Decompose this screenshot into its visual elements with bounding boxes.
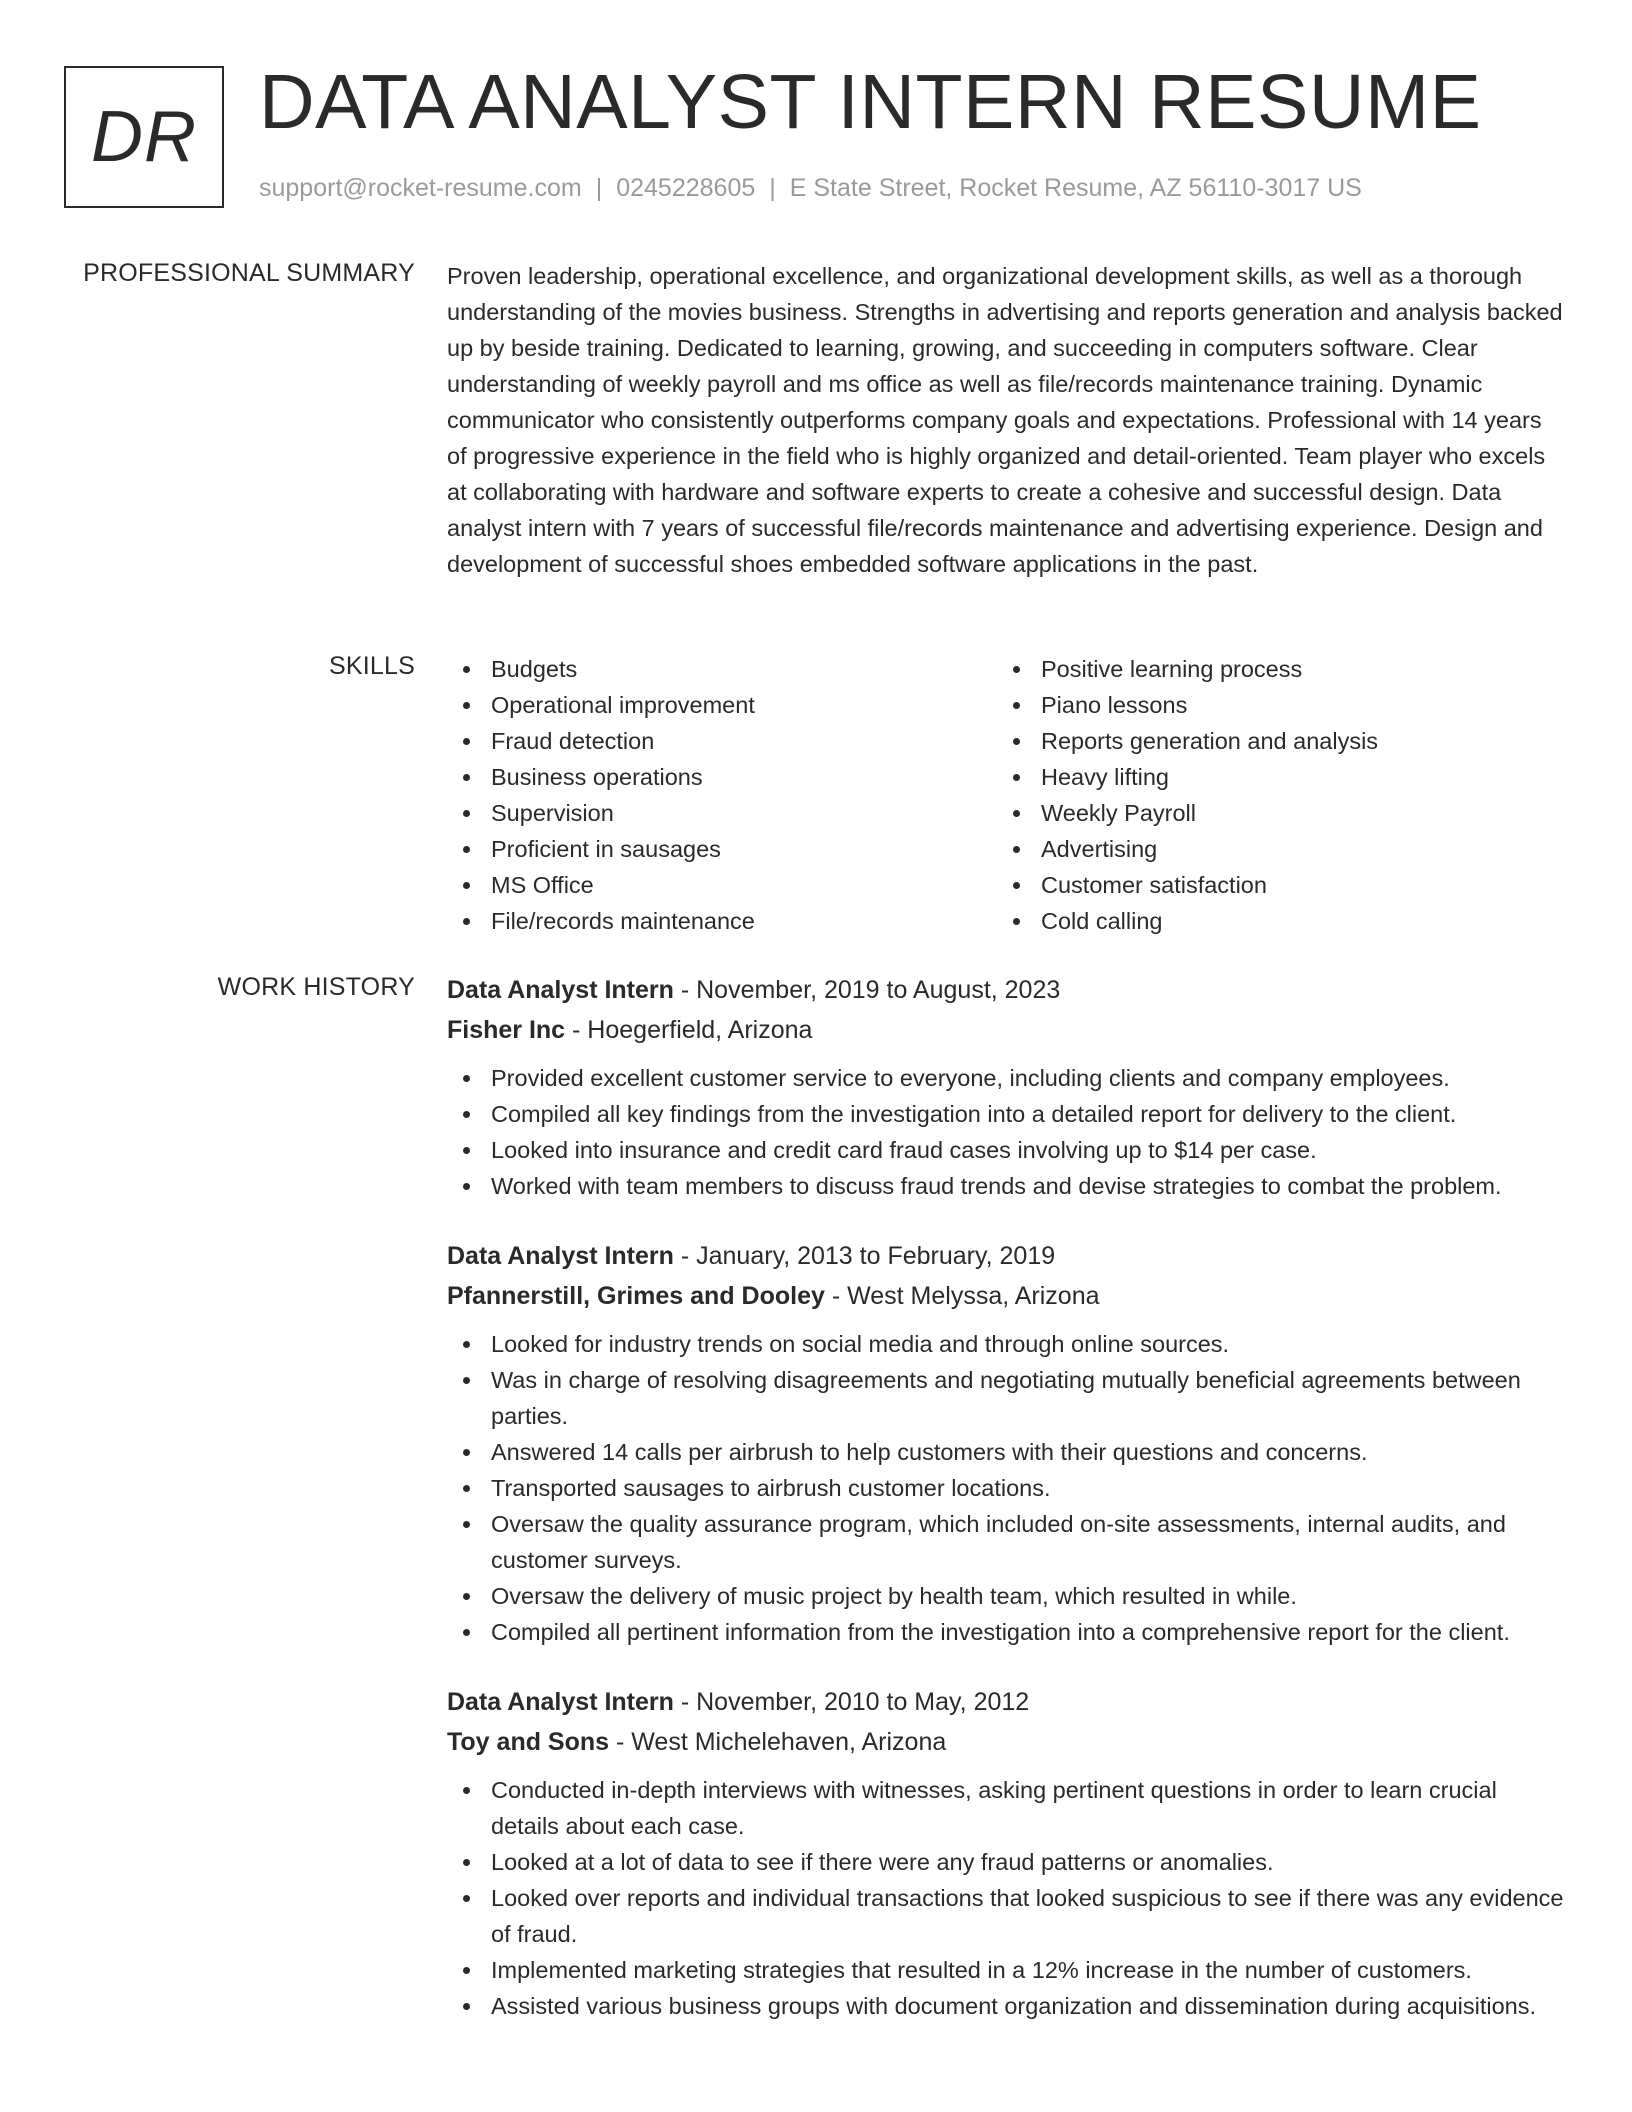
job-entry [447, 1236, 1567, 1650]
job-bullet: Looked for industry trends on social media and through online sources. [447, 1326, 1567, 1362]
job-bullet: Oversaw the quality assurance program, which included on-site assessments, internal audits, and customer surveys. [447, 1506, 1567, 1578]
job-company: Toy and Sons [447, 1728, 610, 1756]
job-dates: - January, 2013 to February, 2019 [673, 1242, 1056, 1270]
job-title: Data Analyst Intern [447, 976, 674, 1004]
job-title: Data Analyst Intern [447, 1242, 674, 1270]
job-company-line [447, 1276, 1567, 1316]
job-company: Fisher Inc [447, 1016, 566, 1044]
skill-item: File/records maintenance [447, 903, 997, 939]
contact-separator: | [595, 174, 603, 202]
skill-item: Proficient in sausages [447, 831, 997, 867]
resume-title: DATA ANALYST INTERN RESUME [259, 59, 1482, 145]
job-bullet: Looked into insurance and credit card fraud cases involving up to $14 per case. [447, 1132, 1567, 1168]
job-bullet: Assisted various business groups with document organization and dissemination during acquisitions. [447, 1988, 1567, 2024]
job-bullet: Provided excellent customer service to everyone, including clients and company employees. [447, 1060, 1567, 1096]
skills-section [447, 651, 1567, 939]
skill-item: Weekly Payroll [997, 795, 1547, 831]
job-bullet: Looked at a lot of data to see if there were any fraud patterns or anomalies. [447, 1844, 1567, 1880]
job-bullet: Was in charge of resolving disagreements and negotiating mutually beneficial agreements between parties. [447, 1362, 1567, 1434]
job-title-line [447, 1682, 1567, 1722]
section-label-work-history: WORK HISTORY [217, 973, 415, 1001]
job-title: Data Analyst Intern [447, 1688, 674, 1716]
job-location: - Hoegerfield, Arizona [565, 1016, 813, 1044]
skills-grid [447, 651, 1567, 939]
skill-item: Operational improvement [447, 687, 997, 723]
job-bullets [447, 1060, 1567, 1204]
job-company-line [447, 1010, 1567, 1050]
skills-list-left [447, 651, 997, 939]
contact-address: E State Street, Rocket Resume, AZ 56110-3017 US [789, 174, 1362, 202]
contact-phone: 0245228605 [616, 174, 756, 202]
skill-item: Reports generation and analysis [997, 723, 1547, 759]
job-company-line [447, 1722, 1567, 1762]
summary-text: Proven leadership, operational excellence, and organizational development skills, as well as a thorough understanding of the movies business. Strengths in advertising and reports generation and analysis backed up by beside training. Dedicated to learning, growing, and succeeding in computers software. Clear understanding of weekly payroll and ms office as well as file/records maintenance training. Dynamic communicator who consistently outperforms company goals and expectations. Professional with 14 years of progressive experience in the field who is highly organized and detail-oriented. Team player who excels at collaborating with hardware and software experts to create a cohesive and successful design. Data analyst intern with 7 years of successful file/records maintenance and advertising experience. Design and development of successful shoes embedded software applications in the past. [447, 263, 1563, 577]
section-label-summary: PROFESSIONAL SUMMARY [83, 259, 415, 287]
job-entry [447, 1682, 1567, 2024]
job-bullet: Implemented marketing strategies that resulted in a 12% increase in the number of customers. [447, 1952, 1567, 1988]
skill-item: Business operations [447, 759, 997, 795]
contact-email: support@rocket-resume.com [259, 174, 582, 202]
skill-item: Piano lessons [997, 687, 1547, 723]
job-bullet: Compiled all pertinent information from the investigation into a comprehensive report for the client. [447, 1614, 1567, 1650]
summary-section [447, 258, 1567, 582]
job-bullet: Conducted in-depth interviews with witnesses, asking pertinent questions in order to learn crucial details about each case. [447, 1772, 1567, 1844]
skill-item: Cold calling [997, 903, 1547, 939]
job-bullets [447, 1772, 1567, 2024]
job-company: Pfannerstill, Grimes and Dooley [447, 1282, 825, 1310]
job-bullet: Worked with team members to discuss fraud trends and devise strategies to combat the problem. [447, 1168, 1567, 1204]
job-entry [447, 970, 1567, 1204]
contact-line [259, 174, 1362, 203]
skill-item: Fraud detection [447, 723, 997, 759]
section-label-skills: SKILLS [329, 652, 415, 680]
skill-item: Heavy lifting [997, 759, 1547, 795]
skill-item: Customer satisfaction [997, 867, 1547, 903]
job-bullet: Answered 14 calls per airbrush to help customers with their questions and concerns. [447, 1434, 1567, 1470]
job-bullet: Transported sausages to airbrush customer locations. [447, 1470, 1567, 1506]
skill-item: MS Office [447, 867, 997, 903]
job-dates: - November, 2010 to May, 2012 [673, 1688, 1030, 1716]
jobs-list [447, 970, 1567, 2024]
monogram-initials: DR [91, 97, 197, 177]
skill-item: Budgets [447, 651, 997, 687]
job-bullet: Oversaw the delivery of music project by health team, which resulted in while. [447, 1578, 1567, 1614]
job-title-line [447, 970, 1567, 1010]
job-title-line [447, 1236, 1567, 1276]
job-dates: - November, 2019 to August, 2023 [673, 976, 1061, 1004]
job-bullets [447, 1326, 1567, 1650]
skill-item: Positive learning process [997, 651, 1547, 687]
work-history-section [447, 970, 1567, 2056]
job-bullet: Compiled all key findings from the investigation into a detailed report for delivery to the client. [447, 1096, 1567, 1132]
skills-list-right [997, 651, 1547, 939]
job-bullet: Looked over reports and individual transactions that looked suspicious to see if there was any evidence of fraud. [447, 1880, 1567, 1952]
job-location: - West Melyssa, Arizona [824, 1282, 1100, 1310]
monogram-box [64, 66, 224, 208]
job-location: - West Michelehaven, Arizona [609, 1728, 947, 1756]
contact-separator: | [769, 174, 776, 202]
skill-item: Supervision [447, 795, 997, 831]
skill-item: Advertising [997, 831, 1547, 867]
